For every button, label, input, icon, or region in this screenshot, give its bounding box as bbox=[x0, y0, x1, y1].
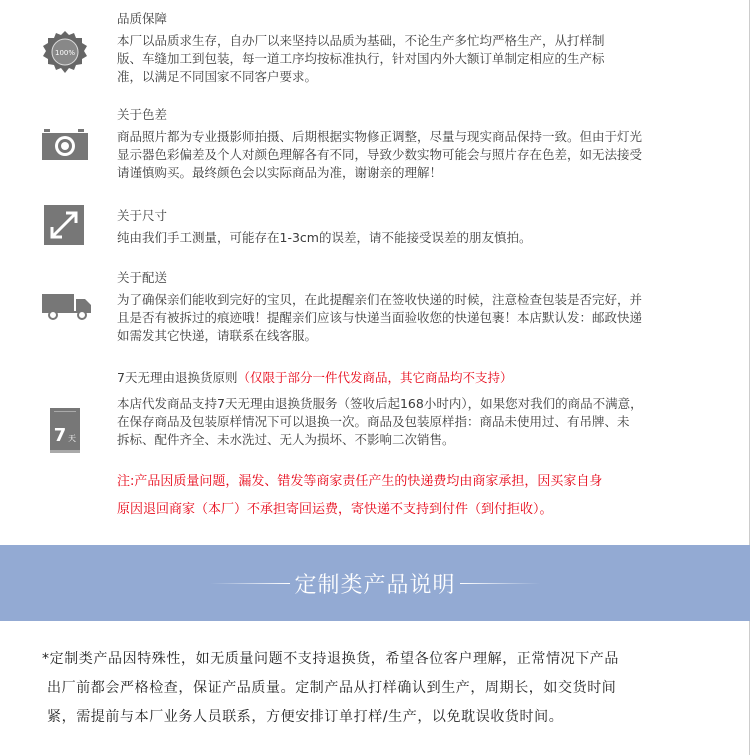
section-quality bbox=[117, 10, 605, 86]
seven-day-return-icon bbox=[50, 408, 82, 458]
body-line: 出厂前都会严格检查，保证产品质量。定制产品从打样确认到生产，周期长，如交货时间 bbox=[47, 680, 617, 696]
title-text: 7天无理由退换货原则 bbox=[117, 370, 238, 385]
body-line: 本厂以品质求生存，自办厂以来坚持以品质为基础，不论生产多忙均严格生产，从打样制 bbox=[117, 33, 605, 48]
svg-text:天: 天 bbox=[68, 434, 76, 443]
custom-products-text bbox=[42, 645, 619, 732]
shipping-fee-note bbox=[117, 468, 602, 524]
camera-icon bbox=[42, 125, 88, 165]
body-line: *定制类产品因特殊性，如无质量问题不支持退换货，希望各位客户理解，正常情况下产品 bbox=[42, 651, 619, 667]
section-title: 关于配送 bbox=[117, 270, 168, 285]
svg-text:7: 7 bbox=[53, 425, 67, 446]
body-line: 拆标、配件齐全、未水洗过、无人为损坏、不影响二次销售。 bbox=[117, 432, 455, 447]
body-line: 本店代发商品支持7天无理由退换货服务（签收后起168小时内），如果您对我们的商品不满意， bbox=[117, 396, 643, 411]
body-line: 紧，需提前与本厂业务人员联系，方便安排订单打样/生产，以免耽误收货时间。 bbox=[47, 709, 564, 725]
section-title: 关于色差 bbox=[117, 107, 168, 122]
body-line: 在保存商品及包装原样情况下可以退换一次。商品及包装原样指：商品未使用过、有吊牌、未 bbox=[117, 414, 630, 429]
body-line: 显示器色彩偏差及个人对颜色理解各有不同，导致少数实物可能会与照片存在色差，如无法接受 bbox=[117, 147, 643, 162]
body-line: 纯由我们手工测量，可能存在1-3cm的误差，请不能接受误差的朋友慎拍。 bbox=[117, 230, 532, 245]
banner-title: 定制类产品说明 bbox=[294, 572, 456, 598]
section-title bbox=[117, 369, 643, 387]
divider bbox=[460, 583, 540, 584]
note-line: 注:产品因质量问题，漏发、错发等商家责任产生的快递费均由商家承担，因买家自身 bbox=[117, 474, 603, 489]
body-line: 为了确保亲们能收到完好的宝贝，在此提醒亲们在签收快递的时候，注意检查包装是否完好，并 bbox=[117, 292, 643, 307]
body-line: 准，以满足不同国家不同客户要求。 bbox=[117, 69, 318, 84]
delivery-truck-icon bbox=[42, 292, 92, 324]
resize-arrow-icon bbox=[44, 205, 84, 249]
body-line: 请谨慎购买。最终颜色会以实际商品为准，谢谢亲的理解！ bbox=[117, 165, 443, 180]
note-line: 原因退回商家（本厂）不承担寄回运费，寄快递不支持到付件（到付拒收）。 bbox=[117, 502, 553, 517]
title-note: （仅限于部分一件代发商品，其它商品均不支持） bbox=[237, 370, 513, 385]
body-line: 如需发其它快递，请联系在线客服。 bbox=[117, 328, 318, 343]
section-title: 品质保障 bbox=[117, 11, 168, 26]
body-line: 商品照片都为专业摄影师拍摄、后期根据实物修正调整，尽量与现实商品保持一致。但由于灯光 bbox=[117, 129, 643, 144]
body-line: 且是否有被拆过的痕迹哦！提醒亲们应该与快递当面验收您的快递包裹！本店默认发：邮政快递 bbox=[117, 310, 643, 325]
section-color-difference bbox=[117, 106, 642, 182]
custom-products-banner bbox=[0, 545, 750, 621]
section-return-policy bbox=[117, 369, 643, 449]
section-size bbox=[117, 207, 531, 247]
section-title: 关于尺寸 bbox=[117, 208, 168, 223]
divider bbox=[210, 583, 290, 584]
guarantee-badge-icon bbox=[42, 30, 88, 80]
body-line: 版、车缝加工到包装，每一道工序均按标准执行，针对国内外大额订单制定相应的生产标 bbox=[117, 51, 605, 66]
section-delivery bbox=[117, 269, 642, 345]
svg-text:100%: 100% bbox=[54, 49, 76, 57]
